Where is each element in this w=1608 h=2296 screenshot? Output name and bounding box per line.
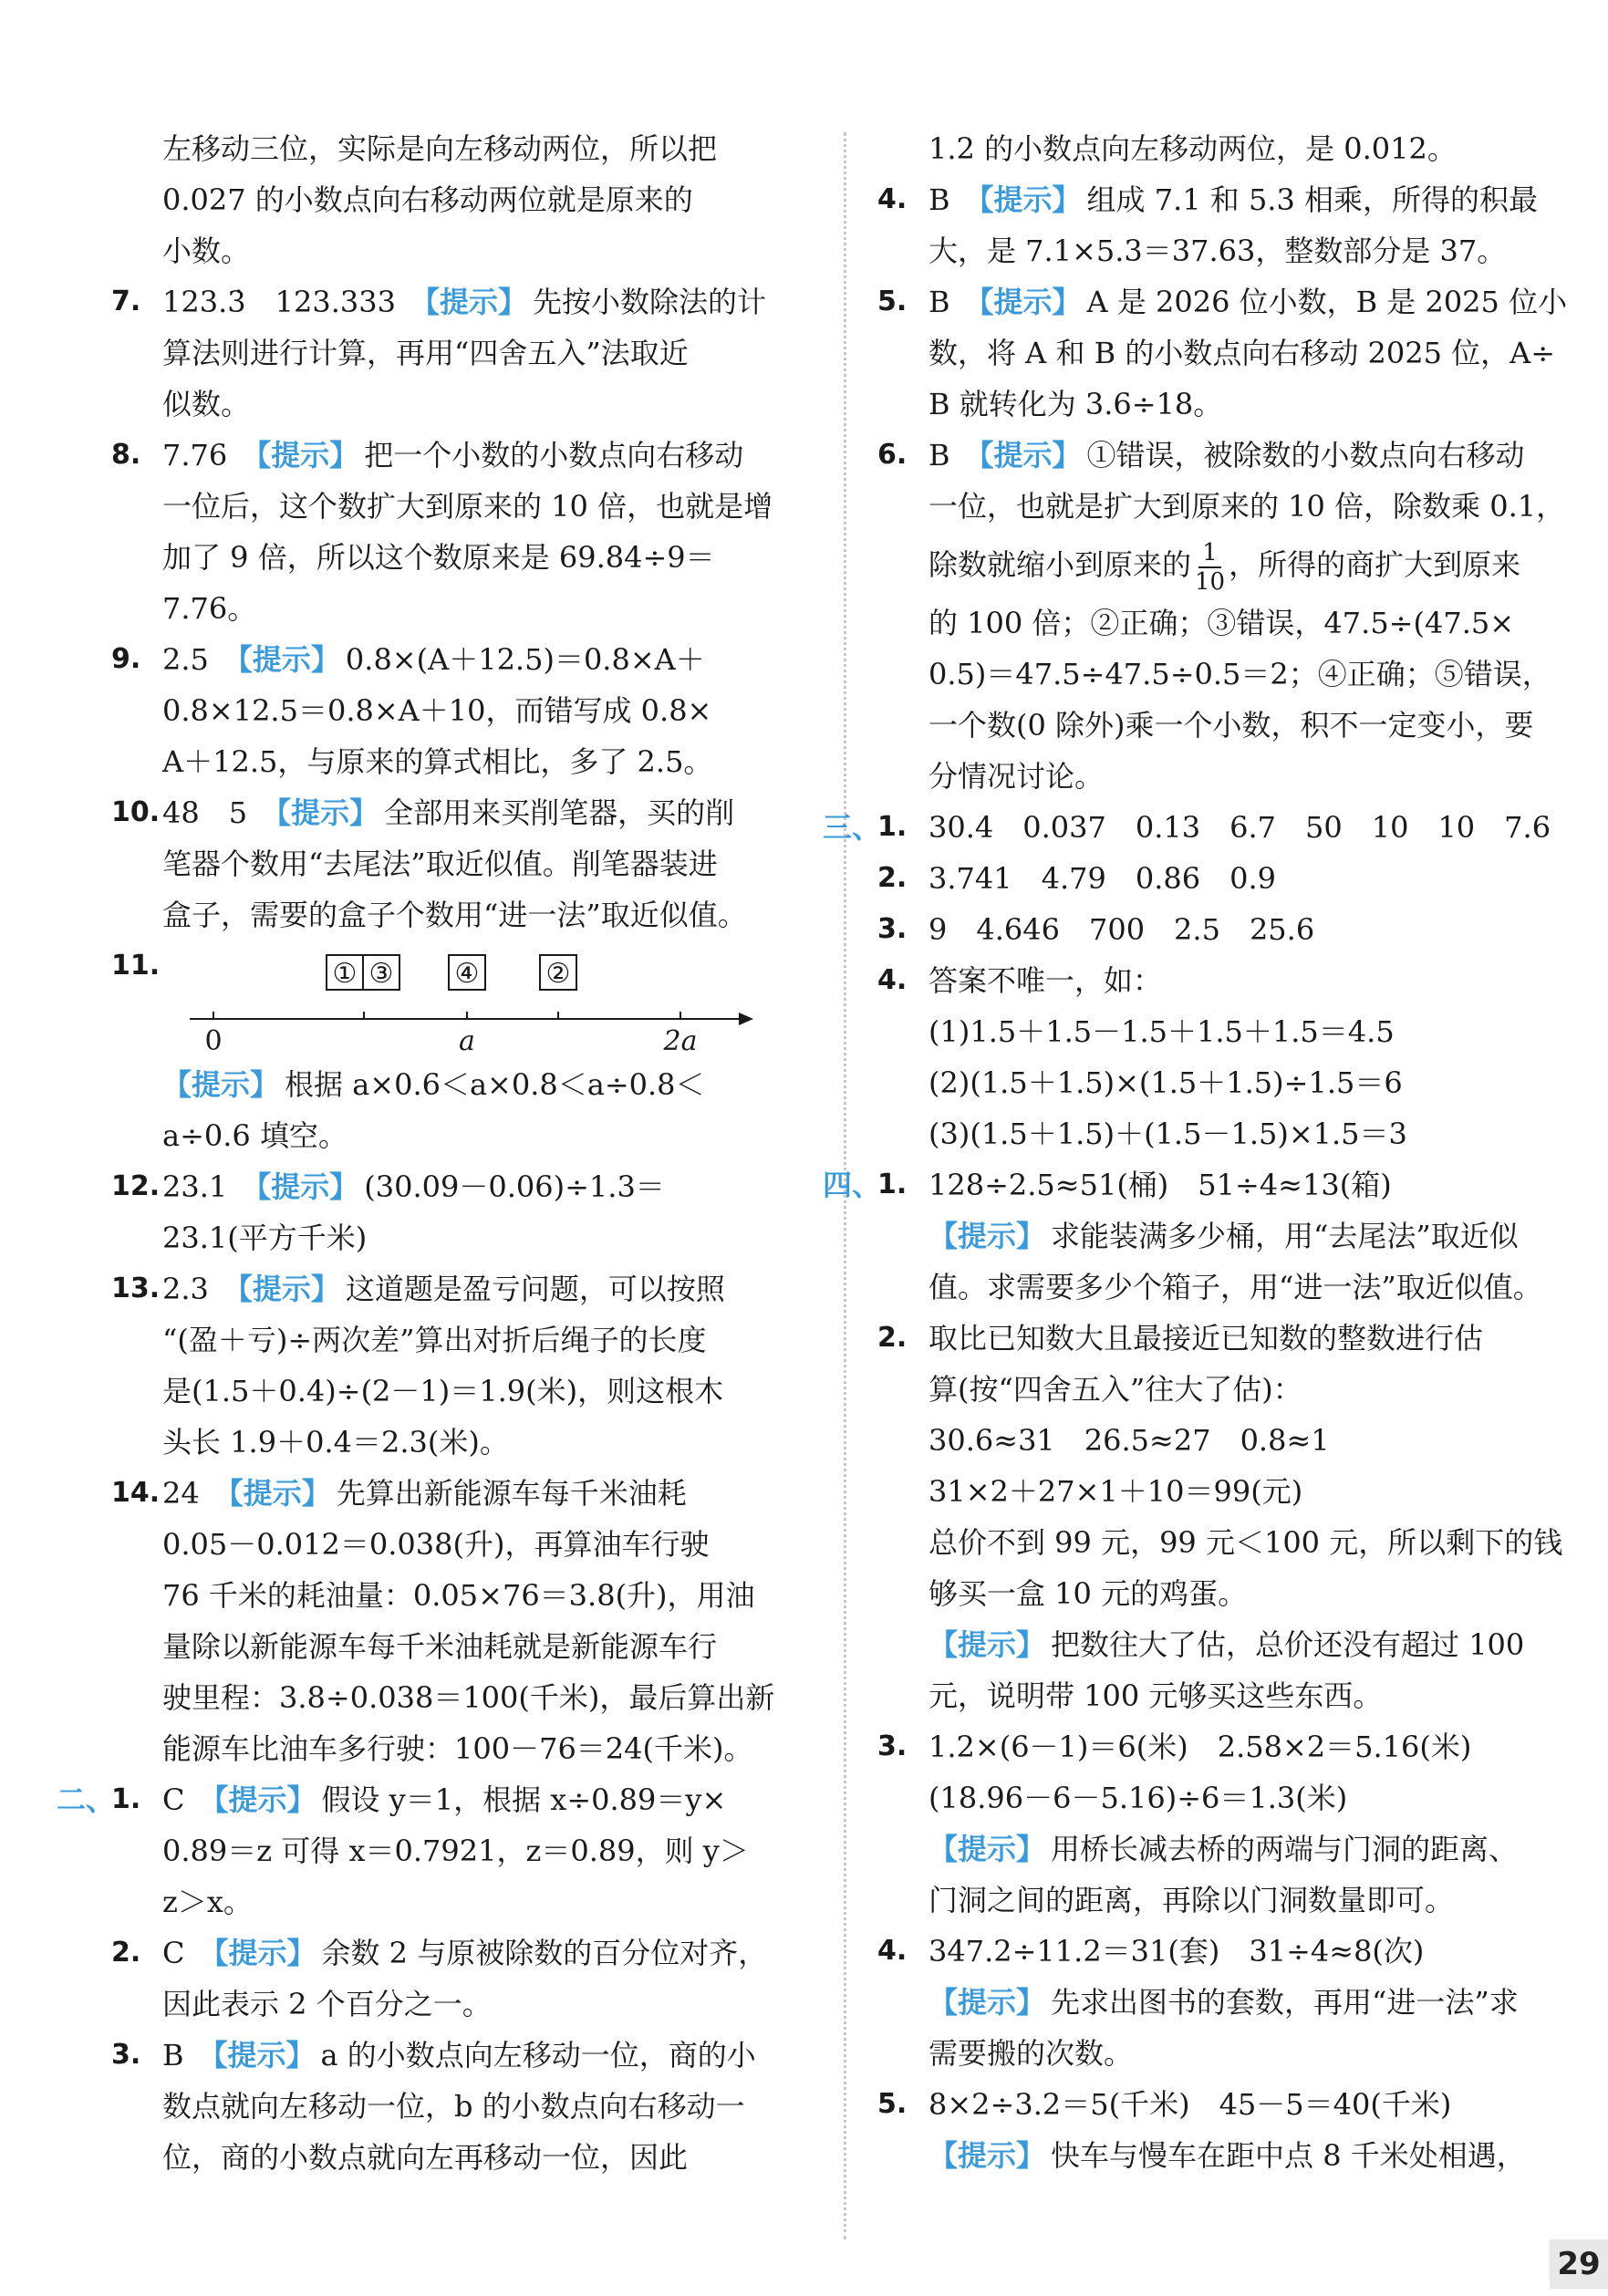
text-line: 0.8×(A＋12.5)＝0.8×A＋ xyxy=(345,642,705,677)
text-line: 128÷2.5≈51(桶) 51÷4≈13(箱) xyxy=(928,1168,1392,1202)
text-line: 用桥长减去桥的两端与门洞的距离、 xyxy=(1051,1832,1519,1866)
hint-label: 【提示】 xyxy=(262,795,379,830)
hint-label: 【提示】 xyxy=(964,438,1082,473)
hint-label: 【提示】 xyxy=(199,1782,316,1817)
answer-value: B xyxy=(928,182,950,217)
hint-label: 【提示】 xyxy=(964,285,1082,319)
text-line: 347.2÷11.2＝31(套) 31÷4≈8(次) xyxy=(928,1934,1425,1969)
text-line: a÷0.6 填空。 xyxy=(162,1118,348,1153)
tick-label-2a: 2a xyxy=(663,1025,698,1055)
text-line: 小数。 xyxy=(162,234,251,268)
question-number: 4. xyxy=(877,183,908,215)
question-number: 10. xyxy=(111,796,161,828)
text-line: 驶里程：3.8÷0.038＝100(千米)，最后算出新 xyxy=(162,1680,775,1715)
hint-label: 【提示】 xyxy=(199,1936,316,1970)
text-line: (1)1.5＋1.5－1.5＋1.5＋1.5＝4.5 xyxy=(928,1014,1395,1049)
answer-value: B xyxy=(162,2038,184,2073)
hint-label: 【提示】 xyxy=(223,642,340,677)
text-line: 够买一盒 10 元的鸡蛋。 xyxy=(928,1576,1248,1611)
text-line: (18.96－6－5.16)÷6＝1.3(米) xyxy=(928,1781,1348,1815)
section-2-answer-5 xyxy=(877,276,1580,430)
tick-label-0: 0 xyxy=(204,1025,223,1055)
question-number: 4. xyxy=(877,964,908,996)
question-number: 2. xyxy=(111,1937,141,1969)
answer-12 xyxy=(111,1161,814,1263)
answer-value: 24 xyxy=(162,1476,200,1511)
text-line: 先求出图书的套数，再用“进一法”求 xyxy=(1051,1985,1519,2020)
text-line: 一个数(0 除外)乘一个小数，积不一定变小，要 xyxy=(928,708,1534,743)
text-line: 需要搬的次数。 xyxy=(928,2036,1134,2071)
text-line: 把数往大了估，总价还没有超过 100 xyxy=(1051,1627,1525,1662)
hint-label: 【提示】 xyxy=(242,1169,359,1204)
text-fragment: ，所得的商扩大到原来 xyxy=(1229,547,1521,582)
question-number: 3. xyxy=(877,1730,908,1762)
text-line: 位，商的小数点就向左再移动一位，因此 xyxy=(162,2140,689,2175)
answer-value: 2.3 xyxy=(162,1272,209,1306)
answer-value: 23.1 xyxy=(162,1169,228,1204)
text-line: 76 千米的耗油量：0.05×76＝3.8(升)，用油 xyxy=(162,1578,755,1613)
question-number: 8. xyxy=(111,439,141,471)
question-number: 5. xyxy=(877,2088,908,2120)
answer-11 xyxy=(111,940,814,1161)
text-fragment: 除数就缩小到原来的 xyxy=(928,547,1192,582)
tick-label-a: a xyxy=(459,1025,475,1055)
text-line: 30.6≈31 26.5≈27 0.8≈1 xyxy=(928,1423,1330,1458)
section-2-answer-2 xyxy=(111,1927,814,2030)
text-line: 0.89＝z 可得 x＝0.7921，z＝0.89，则 y＞ xyxy=(162,1834,749,1868)
section-marker: 四、 xyxy=(823,1168,882,1202)
continuation-text xyxy=(111,123,814,276)
text-line: 似数。 xyxy=(162,387,251,421)
answer-14 xyxy=(111,1468,814,1774)
text-line: 数，将 A 和 B 的小数点向右移动 2025 位，A÷ xyxy=(928,336,1556,370)
text-line: 一位后，这个数扩大到原来的 10 倍，也就是增 xyxy=(162,489,773,524)
question-number: 3. xyxy=(877,913,908,945)
fraction xyxy=(1195,539,1225,596)
section-4-answer-5 xyxy=(877,2079,1580,2181)
text-line: 的 100 倍；②正确；③错误，47.5÷(47.5× xyxy=(928,606,1515,640)
text-line: 7.76。 xyxy=(162,591,257,626)
answer-9 xyxy=(111,634,814,787)
text-line: 0.05－0.012＝0.038(升)，再算油车行驶 xyxy=(162,1527,710,1562)
text-line: 先算出新能源车每千米油耗 xyxy=(336,1476,687,1511)
question-number: 2. xyxy=(877,1322,908,1354)
answer-10 xyxy=(111,787,814,940)
answer-value: 2.5 xyxy=(162,642,209,677)
text-line: 笔器个数用“去尾法”取近似值。削笔器装进 xyxy=(162,847,718,881)
section-4-answer-1 xyxy=(823,1159,1580,1313)
text-line: 全部用来买削笔器，买的削 xyxy=(384,795,735,830)
text-line: A 是 2026 位小数，B 是 2025 位小 xyxy=(1086,285,1568,319)
text-line: 头长 1.9＋0.4＝2.3(米)。 xyxy=(162,1425,509,1460)
hint-label: 【提示】 xyxy=(928,2138,1046,2173)
hint-label: 【提示】 xyxy=(213,1476,331,1511)
hint-label: 【提示】 xyxy=(410,285,527,319)
hint-label: 【提示】 xyxy=(242,438,359,473)
text-line: 1.2 的小数点向左移动两位，是 0.012。 xyxy=(928,131,1457,166)
text-line: 是(1.5＋0.4)÷(2－1)＝1.9(米)，则这根木 xyxy=(162,1374,724,1408)
section-3-answer-3 xyxy=(877,904,1580,955)
text-line: 盒子，需要的盒子个数用“进一法”取近似值。 xyxy=(162,898,747,932)
text-line: (30.09－0.06)÷1.3＝ xyxy=(364,1169,665,1204)
answer-value: 123.3̇ 123.333 xyxy=(162,285,396,319)
text-line: 加了 9 倍，所以这个数原来是 69.84÷9＝ xyxy=(162,540,715,575)
text-line: 求能装满多少桶，用“去尾法”取近似 xyxy=(1051,1219,1519,1253)
question-number: 13. xyxy=(111,1273,161,1304)
text-line: 分情况讨论。 xyxy=(928,759,1105,794)
section-3-answer-4 xyxy=(877,955,1580,1159)
fraction-numerator: 1 xyxy=(1198,539,1221,568)
hint-label: 【提示】 xyxy=(928,1985,1046,2020)
question-number: 9. xyxy=(111,643,141,675)
answer-8 xyxy=(111,430,814,634)
hint-label: 【提示】 xyxy=(928,1627,1046,1662)
answer-7 xyxy=(111,276,814,430)
question-number: 6. xyxy=(877,439,908,471)
section-2-answer-1 xyxy=(57,1774,814,1927)
fraction-line xyxy=(928,532,1580,597)
question-number: 1. xyxy=(877,1169,908,1200)
section-2-answer-4 xyxy=(877,174,1580,276)
continuation-text xyxy=(877,123,1580,174)
text-line: 假设 y＝1，根据 x÷0.89＝y× xyxy=(321,1782,727,1817)
text-line: 8×2÷3.2＝5(千米) 45－5＝40(千米) xyxy=(928,2087,1452,2122)
text-line: 值。求需要多少个箱子，用“进一法”取近似值。 xyxy=(928,1270,1542,1304)
text-line: 左移动三位，实际是向左移动两位，所以把 xyxy=(162,131,718,166)
left-column xyxy=(57,123,814,2183)
question-number: 14. xyxy=(111,1477,161,1509)
question-number: 1. xyxy=(111,1783,141,1815)
text-line: A＋12.5，与原来的算式相比，多了 2.5。 xyxy=(162,744,713,779)
axis-arrow xyxy=(739,1013,753,1025)
text-line: 23.1(平方千米) xyxy=(162,1221,368,1255)
answer-13 xyxy=(111,1263,814,1468)
fraction-denominator: 10 xyxy=(1195,567,1226,596)
text-line: 总价不到 99 元，99 元＜100 元，所以剩下的钱 xyxy=(928,1525,1563,1560)
text-line: 9 4.646 700 2.5 25.6 xyxy=(928,912,1315,947)
text-line: 算(按“四舍五入”往大了估)： xyxy=(928,1372,1302,1407)
answer-value: C xyxy=(162,1782,185,1817)
text-line: 根据 a×0.6＜a×0.8＜a÷0.8＜ xyxy=(285,1067,705,1102)
section-3-answer-2 xyxy=(877,853,1580,904)
text-line: (2)(1.5＋1.5)×(1.5＋1.5)÷1.5＝6 xyxy=(928,1065,1403,1100)
hint-label: 【提示】 xyxy=(223,1272,340,1306)
box-label-2: ② xyxy=(545,958,571,990)
text-line: z＞x。 xyxy=(162,1885,253,1919)
section-4-answer-3 xyxy=(877,1721,1580,1926)
text-line: 余数 2 与原被除数的百分位对齐， xyxy=(321,1936,768,1970)
question-number: 3. xyxy=(111,2039,141,2071)
text-line: 元，说明带 100 元够买这些东西。 xyxy=(928,1678,1383,1713)
text-line: 能源车比油车多行驶：100－76＝24(千米)。 xyxy=(162,1731,753,1766)
text-line: B 就转化为 3.6÷18。 xyxy=(928,387,1223,421)
hint-label: 【提示】 xyxy=(198,2038,316,2073)
hint-label: 【提示】 xyxy=(162,1067,280,1102)
section-2-answer-3 xyxy=(111,2030,814,2183)
question-number: 5. xyxy=(877,286,908,317)
hint-label: 【提示】 xyxy=(964,182,1082,217)
text-line: 这道题是盈亏问题，可以按照 xyxy=(345,1272,725,1306)
hint-label: 【提示】 xyxy=(928,1832,1046,1866)
text-line: a 的小数点向左移动一位，商的小 xyxy=(320,2038,756,2073)
right-column xyxy=(823,123,1580,2181)
text-line: 取比已知数大且最接近已知数的整数进行估 xyxy=(928,1321,1484,1356)
question-number: 4. xyxy=(877,1935,908,1967)
text-line: 31×2＋27×1＋10＝99(元) xyxy=(928,1474,1303,1509)
text-line: “(盈＋亏)÷两次差”算出对折后绳子的长度 xyxy=(162,1323,707,1357)
text-line: 0.027 的小数点向右移动两位就是原来的 xyxy=(162,182,693,217)
text-line: 30.4 0.037 0.13 6.7 50 10 10 7.6 xyxy=(928,810,1551,845)
text-line: 先按小数除法的计 xyxy=(532,285,766,319)
text-line: 答案不唯一，如： xyxy=(928,963,1163,998)
section-marker: 三、 xyxy=(823,810,882,845)
answer-value: C xyxy=(162,1936,185,1970)
text-line: 量除以新能源车每千米油耗就是新能源车行 xyxy=(162,1629,718,1664)
text-line: 组成 7.1 和 5.3 相乘，所得的积最 xyxy=(1086,182,1539,217)
box-label-3: ③ xyxy=(368,958,394,990)
section-4-answer-2 xyxy=(877,1313,1580,1721)
question-number: 12. xyxy=(111,1170,161,1202)
text-line: 3.741 4.79 0.86 0.9 xyxy=(928,861,1277,896)
text-line: 把一个小数的小数点向右移动 xyxy=(364,438,744,473)
text-line: 0.8×12.5＝0.8×A＋10，而错写成 0.8× xyxy=(162,693,712,728)
question-number: 2. xyxy=(877,862,908,894)
text-line: 算法则进行计算，再用“四舍五入”法取近 xyxy=(162,336,689,370)
section-4-answer-4 xyxy=(877,1926,1580,2079)
text-line: ①错误，被除数的小数点向右移动 xyxy=(1086,438,1525,473)
text-line: 因此表示 2 个百分之一。 xyxy=(162,1987,492,2021)
page-number: 29 xyxy=(1550,2239,1608,2289)
text-line: 快车与慢车在距中点 8 千米处相遇， xyxy=(1051,2138,1526,2173)
hint-label: 【提示】 xyxy=(928,1219,1046,1253)
text-line: 数点就向左移动一位，b 的小数点向右移动一 xyxy=(162,2089,745,2124)
text-line: 0.5)＝47.5÷47.5÷0.5＝2；④正确；⑤错误， xyxy=(928,657,1551,691)
section-3-answer-1 xyxy=(823,802,1580,853)
text-line: 大，是 7.1×5.3＝37.63，整数部分是 37。 xyxy=(928,234,1507,268)
question-number: 11. xyxy=(111,950,161,982)
section-2-answer-6 xyxy=(877,430,1580,802)
question-number: 7. xyxy=(111,286,141,317)
section-marker: 二、 xyxy=(57,1782,116,1817)
box-label-4: ④ xyxy=(454,958,480,990)
answer-value: B xyxy=(928,438,950,473)
answer-value: B xyxy=(928,285,950,319)
text-line: 1.2×(6－1)＝6(米) 2.58×2＝5.16(米) xyxy=(928,1730,1472,1764)
box-label-1: ① xyxy=(332,958,358,990)
text-line: (3)(1.5＋1.5)＋(1.5－1.5)×1.5＝3 xyxy=(928,1117,1407,1151)
answer-value: 48 5 xyxy=(162,795,248,830)
text-line: 门洞之间的距离，再除以门洞数量即可。 xyxy=(928,1883,1455,1917)
answer-value: 7.76 xyxy=(162,438,228,473)
number-line-diagram xyxy=(162,946,764,1055)
question-number: 1. xyxy=(877,811,908,843)
text-line: 一位，也就是扩大到原来的 10 倍，除数乘 0.1， xyxy=(928,489,1566,524)
